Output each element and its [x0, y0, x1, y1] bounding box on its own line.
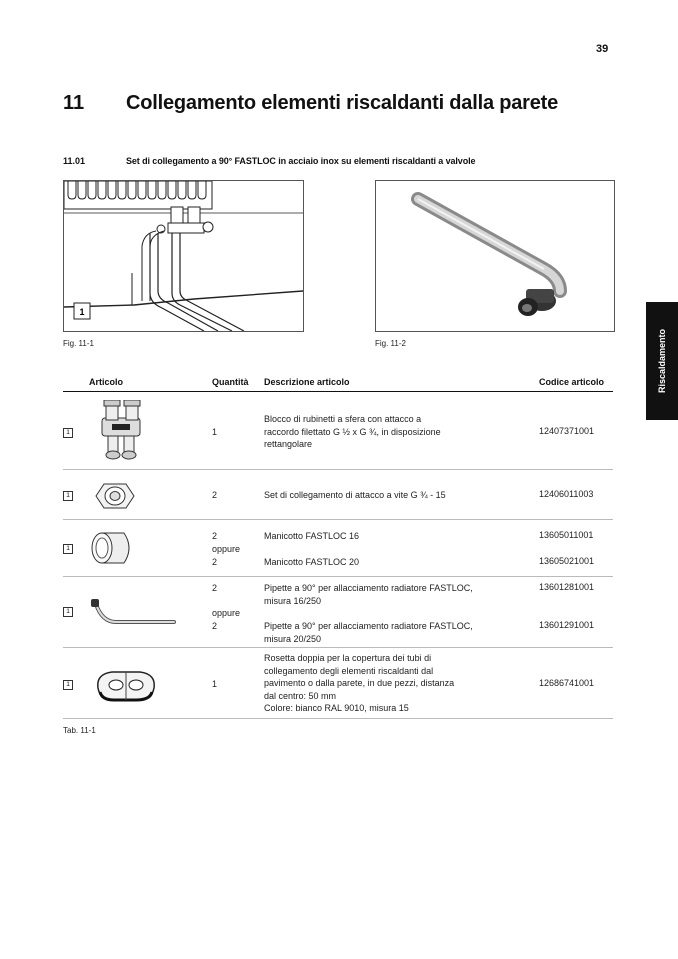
figure-elbow-pipe — [375, 180, 615, 332]
row-marker: 1 — [63, 491, 73, 501]
header-quantita: Quantità — [212, 377, 249, 387]
double-rosette-icon — [92, 664, 160, 704]
radiator-connection-drawing — [64, 181, 303, 331]
row-marker: 1 — [63, 680, 73, 690]
header-descrizione: Descrizione articolo — [264, 377, 350, 387]
sleeve-icon — [88, 527, 136, 569]
row-2-code: 12406011003 — [539, 489, 594, 499]
row-4-quantity-a: 2 — [212, 583, 218, 593]
side-tab-label: Riscaldamento — [657, 328, 667, 394]
row-3-code-b: 13605021001 — [539, 556, 595, 566]
row-5-description: Rosetta doppia per la copertura dei tubi di collegamento degli elementi riscaldanti dal pavimento o dalla parete, in due pezzi, distanza dal centro: 50 mm Colore: bianco RAL 9010, misura 15 — [264, 653, 455, 713]
row-marker: 1 — [63, 607, 73, 617]
row-divider — [63, 718, 613, 719]
row-1-code: 12407371001 — [539, 426, 595, 436]
row-5-quantity: 1 — [212, 679, 218, 689]
row-3-code-a: 13605011001 — [539, 530, 594, 540]
row-marker: 1 — [63, 544, 73, 554]
subsection-title: Set di collegamento a 90° FASTLOC in acciaio inox su elementi riscaldanti a valvole — [126, 156, 476, 166]
row-3-description-b: Manicotto FASTLOC 20 — [264, 557, 360, 567]
row-3-quantity-b: 2 — [212, 557, 218, 567]
subsection-number: 11.01 — [63, 156, 86, 166]
elbow-pipe-icon — [88, 596, 178, 630]
row-2-description: Set di collegamento di attacco a vite G ¾ - 15 — [264, 490, 446, 500]
screw-fitting-icon — [94, 478, 136, 514]
row-3-description-a: Manicotto FASTLOC 16 — [264, 531, 360, 541]
row-4-description-a: Pipette a 90° per allacciamento radiatore FASTLOC, misura 16/250 — [264, 583, 473, 606]
row-4-code-b: 13601291001 — [539, 620, 595, 630]
row-3-oppure: oppure — [212, 544, 241, 554]
header-divider — [63, 391, 613, 392]
page-number: 39 — [596, 43, 609, 55]
row-divider — [63, 647, 613, 648]
row-3-quantity-a: 2 — [212, 531, 218, 541]
figure-radiator-installation — [63, 180, 304, 332]
ball-valve-block-icon — [88, 400, 154, 462]
row-divider — [63, 519, 613, 520]
figure-callout-1: 1 — [79, 307, 85, 317]
row-2-quantity: 2 — [212, 490, 218, 500]
header-articolo: Articolo — [89, 377, 124, 387]
row-4-oppure: oppure — [212, 608, 241, 618]
figure-2-caption: Fig. 11-2 — [375, 339, 406, 348]
row-4-code-a: 13601281001 — [539, 582, 595, 592]
section-title: Collegamento elementi riscaldanti dalla parete — [126, 92, 559, 114]
row-4-quantity-b: 2 — [212, 621, 218, 631]
row-divider — [63, 576, 613, 577]
elbow-pipe-drawing — [376, 181, 614, 331]
side-section-tab — [646, 302, 678, 420]
row-4-description-b: Pipette a 90° per allacciamento radiatore FASTLOC, misura 20/250 — [264, 621, 473, 644]
section-number: 11 — [63, 92, 85, 114]
figure-1-caption: Fig. 11-1 — [63, 339, 94, 348]
row-divider — [63, 469, 613, 470]
table-caption: Tab. 11-1 — [63, 726, 96, 735]
header-codice: Codice articolo — [539, 377, 605, 387]
row-1-description: Blocco di rubinetti a sfera con attacco a raccordo filettato G ½ x G ¾, in disposizione rettangolare — [264, 414, 441, 449]
row-marker: 1 — [63, 428, 73, 438]
row-1-quantity: 1 — [212, 427, 218, 437]
row-5-code: 12686741001 — [539, 678, 595, 688]
